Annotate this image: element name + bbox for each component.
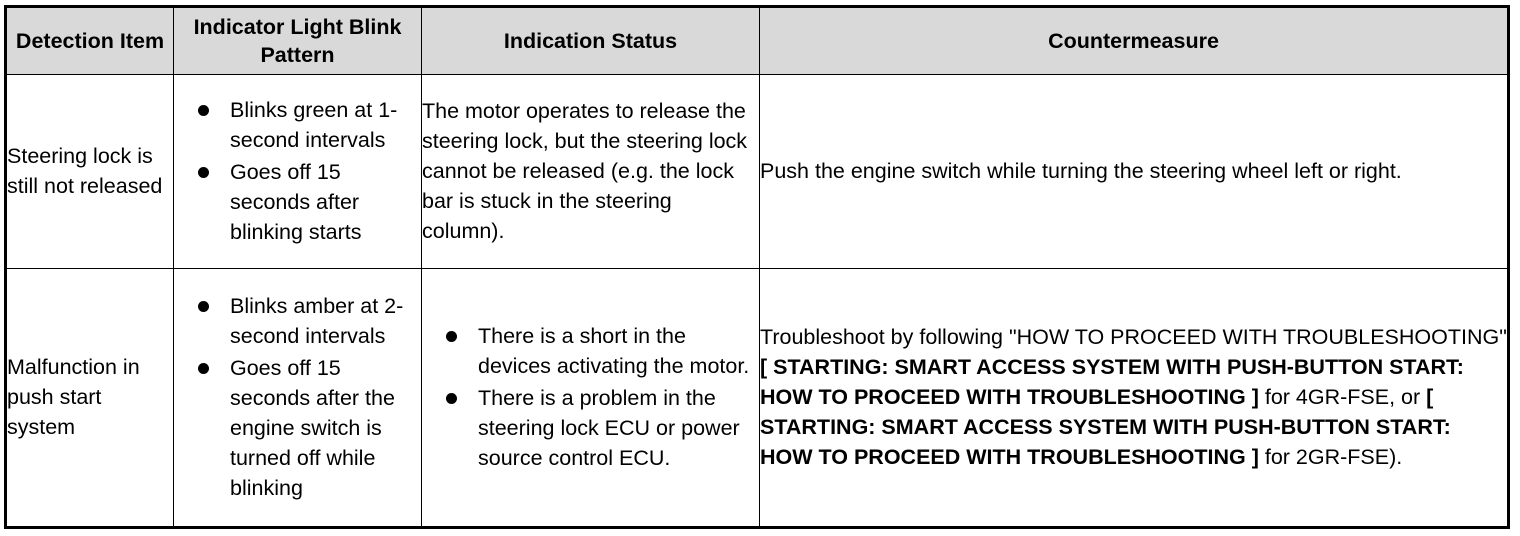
blink-pattern-cell: [174, 268, 422, 527]
countermeasure-text: Troubleshoot by following "HOW TO PROCEED WITH TROUBLESHOOTING": [760, 325, 1507, 350]
troubleshooting-table: [4, 5, 1510, 529]
detection-item-text: Steering lock is still not released: [7, 144, 163, 199]
header-row: [6, 7, 1509, 75]
countermeasure-text: for 2GR-FSE).: [1258, 445, 1403, 470]
list-item: [196, 157, 421, 247]
starting-2gr-fse-link[interactable]: [ STARTING: SMART ACCESS SYSTEM WITH PUSH-BUTTON START: HOW TO PROCEED WITH TROUBLESHOOTING ]: [760, 385, 1451, 470]
table-row: [6, 268, 1509, 527]
bullet-icon: [198, 363, 209, 374]
bullet-icon: [446, 331, 457, 342]
bullet-icon: [446, 393, 457, 404]
countermeasure-text: Push the engine switch while turning the steering wheel left or right.: [760, 159, 1402, 184]
header-countermeasure: Countermeasure: [760, 7, 1509, 75]
indication-status-cell: [422, 75, 760, 269]
list-item: [196, 291, 421, 351]
blink-pattern-text: Blinks amber at 2-second intervals: [230, 294, 404, 349]
indication-status-list: [422, 321, 759, 473]
bullet-icon: [198, 167, 209, 178]
detection-item-cell: [6, 75, 174, 269]
countermeasure-text: for 4GR-FSE, or: [1258, 385, 1427, 410]
indication-status-text: The motor operates to release the steering lock, but the steering lock cannot be released (e.g. the lock bar is stuck in the steering column).: [422, 99, 748, 244]
list-item: [196, 353, 421, 503]
countermeasure-cell: [760, 268, 1509, 527]
list-item: [444, 383, 759, 473]
blink-pattern-cell: [174, 75, 422, 269]
blink-pattern-list: [174, 291, 421, 503]
header-indication-status: Indication Status: [422, 7, 760, 75]
detection-item-text: Malfunction in push start system: [7, 355, 140, 440]
detection-item-cell: [6, 268, 174, 527]
blink-pattern-text: Goes off 15 seconds after the engine switch is turned off while blinking: [230, 356, 395, 501]
indication-status-cell: [422, 268, 760, 527]
bullet-icon: [198, 105, 209, 116]
blink-pattern-list: [174, 95, 421, 247]
bullet-icon: [198, 301, 209, 312]
list-item: [196, 95, 421, 155]
blink-pattern-text: Blinks green at 1-second intervals: [230, 98, 398, 153]
table-row: [6, 75, 1509, 269]
starting-4gr-fse-link[interactable]: [ STARTING: SMART ACCESS SYSTEM WITH PUSH-BUTTON START: HOW TO PROCEED WITH TROUBLESHOOTING ]: [760, 355, 1464, 410]
header-detection-item: Detection Item: [6, 7, 174, 75]
header-blink-pattern: Indicator Light Blink Pattern: [174, 7, 422, 75]
indication-status-text: There is a problem in the steering lock ECU or power source control ECU.: [478, 386, 740, 471]
list-item: [444, 321, 759, 381]
indication-status-text: There is a short in the devices activating the motor.: [478, 324, 750, 379]
countermeasure-cell: [760, 75, 1509, 269]
blink-pattern-text: Goes off 15 seconds after blinking starts: [230, 160, 362, 245]
